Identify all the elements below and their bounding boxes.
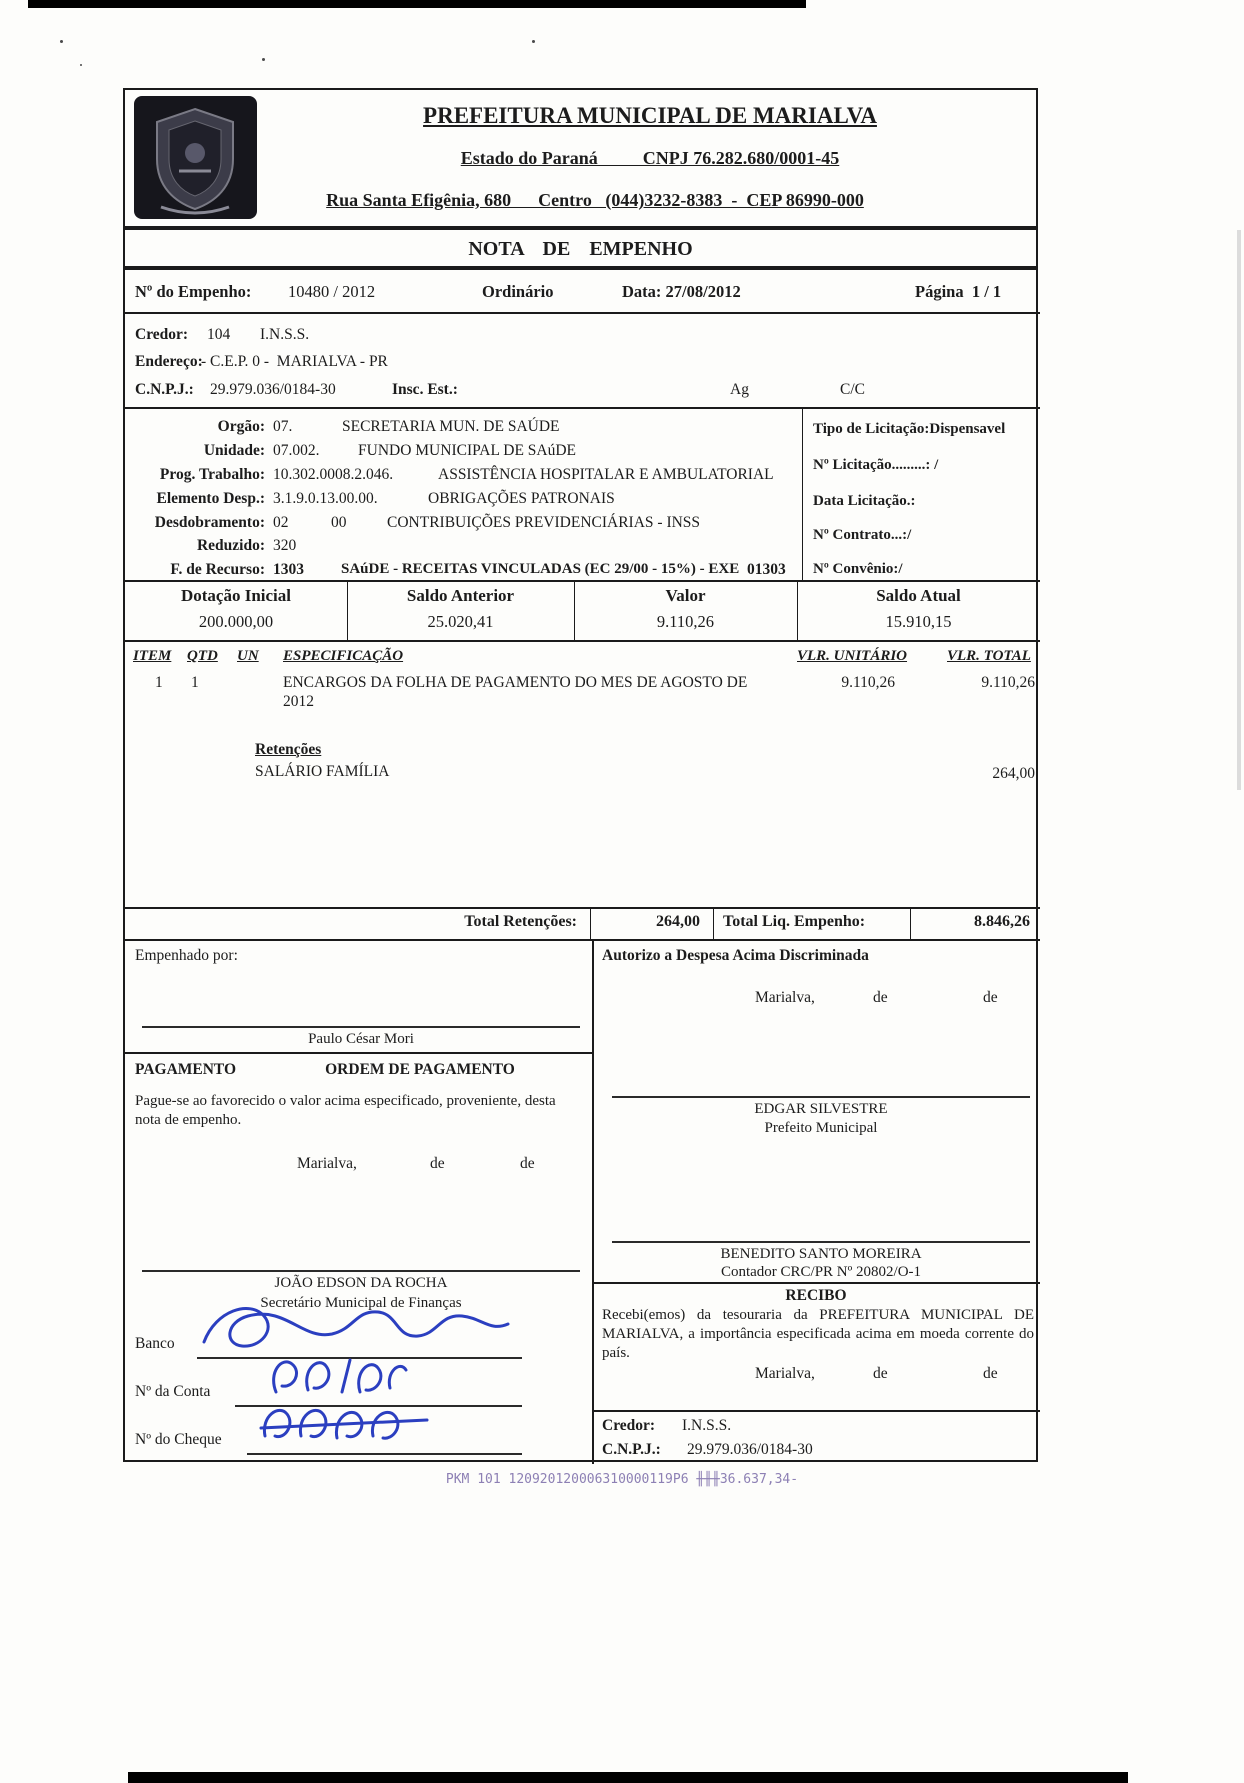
de-right-2b: de — [983, 1365, 998, 1382]
address-line: Rua Santa Efigênia, 680 Centro (044)3232-8383 - CEP 86990-000 — [326, 190, 864, 210]
dotacao-inicial-value: 200.000,00 — [198, 612, 274, 631]
col-header-qtd: QTD — [187, 648, 218, 664]
cnpj-value: 29.979.036/0184-30 — [210, 381, 336, 398]
prefeito-cargo: Prefeito Municipal — [764, 1120, 878, 1136]
item-especificacao: ENCARGOS DA FOLHA DE PAGAMENTO DO MES DE AGOSTO DE 2012 — [283, 674, 748, 711]
total-retencoes-value: 264,00 — [656, 913, 700, 930]
dotacao-inicial-header: Dotação Inicial — [180, 586, 292, 605]
de-right-1b: de — [983, 989, 998, 1006]
col-header-especificacao: ESPECIFICAÇÃO — [283, 648, 404, 664]
doc-title-box — [123, 228, 1038, 268]
scan-artifact-bottom-strip — [128, 1772, 1128, 1783]
recibo-credor-value: I.N.S.S. — [682, 1417, 732, 1434]
municipality-title: PREFEITURA MUNICIPAL DE MARIALVA — [423, 103, 877, 128]
retencao-valor: 264,00 — [992, 765, 1035, 782]
valor-value: 9.110,26 — [656, 612, 715, 631]
endereco-label: Endereço: — [135, 353, 203, 370]
item-qtd: 1 — [191, 674, 199, 691]
scan-artifact-top-strip — [28, 0, 806, 8]
data-licitacao: Data Licitação.: — [813, 493, 916, 509]
credor-name: I.N.S.S. — [260, 326, 310, 343]
scan-edge-smear — [1237, 230, 1241, 790]
scan-speck — [262, 58, 265, 61]
secretario-cargo: Secretário Municipal de Finanças — [260, 1295, 462, 1311]
col-header-vlr-total: VLR. TOTAL — [947, 648, 1031, 664]
de-left-2: de — [520, 1155, 535, 1172]
empenho-number-label: Nº do Empenho: — [135, 282, 252, 301]
orgao-label: Orgão: — [217, 418, 265, 435]
cheque-handwriting — [253, 1396, 433, 1454]
valor-header: Valor — [665, 586, 706, 605]
credor-code: 104 — [207, 326, 231, 343]
empenhado-por-nome: Paulo César Mori — [308, 1031, 414, 1047]
numero-licitacao: Nº Licitação.........: / — [813, 457, 939, 473]
elemento-desp-label: Elemento Desp.: — [156, 490, 265, 507]
scan-speck — [80, 64, 82, 66]
contador-cargo: Contador CRC/PR Nº 20802/O-1 — [720, 1264, 922, 1280]
prog-trabalho-desc: ASSISTÊNCIA HOSPITALAR E AMBULATORIAL — [438, 466, 774, 483]
recibo-title: RECIBO — [785, 1287, 847, 1304]
marialva-right-1: Marialva, — [755, 989, 815, 1006]
signature-line-prefeito — [612, 1096, 1030, 1098]
de-right-1a: de — [873, 989, 888, 1006]
reduzido-label: Reduzido: — [196, 537, 265, 554]
conta-corrente-label: C/C — [840, 381, 865, 398]
unidade-code: 07.002. — [273, 442, 320, 459]
pague-se-text: Pague-se ao favorecido o valor acima especificado, proveniente, desta nota de empenho. — [135, 1093, 556, 1128]
autorizo-label: Autorizo a Despesa Acima Discriminada — [602, 947, 869, 964]
empenho-number-value: 10480 / 2012 — [288, 282, 376, 301]
item-number: 1 — [155, 674, 163, 691]
pagamento-label: PAGAMENTO — [135, 1061, 237, 1078]
insc-est-label: Insc. Est.: — [392, 381, 458, 398]
elemento-desp-code: 3.1.9.0.13.00.00. — [273, 490, 378, 507]
item-vlr-unitario: 9.110,26 — [841, 674, 895, 691]
prefeito-nome: EDGAR SILVESTRE — [754, 1101, 888, 1117]
signature-line-secretario — [142, 1270, 580, 1272]
elemento-desp-desc: OBRIGAÇÕES PATRONAIS — [428, 490, 615, 507]
numero-convenio: Nº Convênio:/ — [813, 561, 903, 577]
desdobramento-label: Desdobramento: — [154, 514, 265, 531]
cheque-label: Nº do Cheque — [135, 1431, 222, 1448]
banco-label: Banco — [135, 1335, 175, 1352]
printer-control-line: PKM 101 120920120006310000119P6 ╫╫╫36.637,34- — [445, 1472, 799, 1487]
signature-line-empenhado — [142, 1026, 580, 1028]
de-left-1: de — [430, 1155, 445, 1172]
header-box — [123, 88, 1038, 228]
recibo-cnpj-label: C.N.P.J.: — [602, 1441, 661, 1458]
credor-label: Credor: — [135, 326, 189, 343]
item-vlr-total: 9.110,26 — [981, 674, 1035, 691]
recibo-credor-label: Credor: — [602, 1417, 656, 1434]
saldo-anterior-value: 25.020,41 — [427, 612, 494, 631]
signature-line-contador — [612, 1241, 1030, 1243]
page-indicator: Página 1 / 1 — [915, 282, 1002, 301]
endereco-value: - C.E.P. 0 - MARIALVA - PR — [201, 353, 388, 370]
fonte-recurso-code: 1303 — [273, 561, 304, 578]
retencao-desc: SALÁRIO FAMÍLIA — [255, 763, 390, 780]
fonte-recurso-label: F. de Recurso: — [170, 561, 265, 578]
cnpj-label: C.N.P.J.: — [135, 381, 194, 398]
reduzido-code: 320 — [273, 537, 297, 554]
main-form-box — [123, 268, 1038, 1462]
unidade-desc: FUNDO MUNICIPAL DE SAúDE — [358, 442, 577, 459]
saldo-atual-value: 15.910,15 — [885, 612, 952, 631]
ordem-pagamento-label: ORDEM DE PAGAMENTO — [325, 1061, 515, 1078]
fonte-recurso-desc: SAúDE - RECEITAS VINCULADAS (EC 29/00 - 15%) - EXE — [341, 561, 740, 577]
col-header-un: UN — [237, 648, 259, 664]
total-retencoes-label: Total Retenções: — [464, 913, 577, 930]
orgao-desc: SECRETARIA MUN. DE SAÚDE — [342, 418, 560, 435]
numero-contrato: Nº Contrato...:/ — [813, 527, 912, 543]
agencia-label: Ag — [730, 381, 749, 398]
retencoes-label: Retenções — [255, 741, 322, 758]
marialva-right-2: Marialva, — [755, 1365, 815, 1382]
prog-trabalho-code: 10.302.0008.2.046. — [273, 466, 394, 483]
desdobramento-desc: CONTRIBUIÇÕES PREVIDENCIÁRIAS - INSS — [387, 514, 701, 531]
col-header-vlr-unitario: VLR. UNITÁRIO — [797, 648, 908, 664]
tipo-licitacao: Tipo de Licitação:Dispensavel — [813, 421, 1006, 437]
saldo-atual-header: Saldo Atual — [876, 586, 961, 605]
scan-speck — [60, 40, 63, 43]
empenhado-por-label: Empenhado por: — [135, 947, 238, 964]
total-liq-value: 8.846,26 — [974, 913, 1030, 930]
orgao-code: 07. — [273, 418, 293, 435]
scan-speck — [532, 40, 535, 43]
conta-label: Nº da Conta — [135, 1383, 211, 1400]
state-cnpj-line: Estado do Paraná CNPJ 76.282.680/0001-45 — [460, 148, 840, 168]
recibo-cnpj-value: 29.979.036/0184-30 — [687, 1441, 813, 1458]
empenho-date: Data: 27/08/2012 — [622, 282, 741, 301]
desdobramento-code: 02 — [273, 514, 289, 531]
col-header-item: ITEM — [133, 648, 172, 664]
doc-title: NOTA DE EMPENHO — [468, 238, 693, 260]
saldo-anterior-header: Saldo Anterior — [406, 586, 515, 605]
desdobramento-code2: 00 — [331, 514, 347, 531]
total-liq-label: Total Liq. Empenho: — [723, 913, 866, 930]
de-right-2a: de — [873, 1365, 888, 1382]
empenho-type: Ordinário — [482, 282, 554, 301]
secretario-nome: JOÃO EDSON DA ROCHA — [274, 1275, 448, 1291]
prog-trabalho-label: Prog. Trabalho: — [159, 466, 265, 483]
recibo-text: Recebi(emos) da tesouraria da PREFEITURA MUNICIPAL DE MARIALVA, a importância especificada acima em moeda corrente do país. — [602, 1307, 1034, 1361]
marialva-left: Marialva, — [297, 1155, 357, 1172]
fonte-recurso-extra: 01303 — [747, 561, 786, 578]
unidade-label: Unidade: — [203, 442, 265, 459]
contador-nome: BENEDITO SANTO MOREIRA — [720, 1246, 922, 1262]
